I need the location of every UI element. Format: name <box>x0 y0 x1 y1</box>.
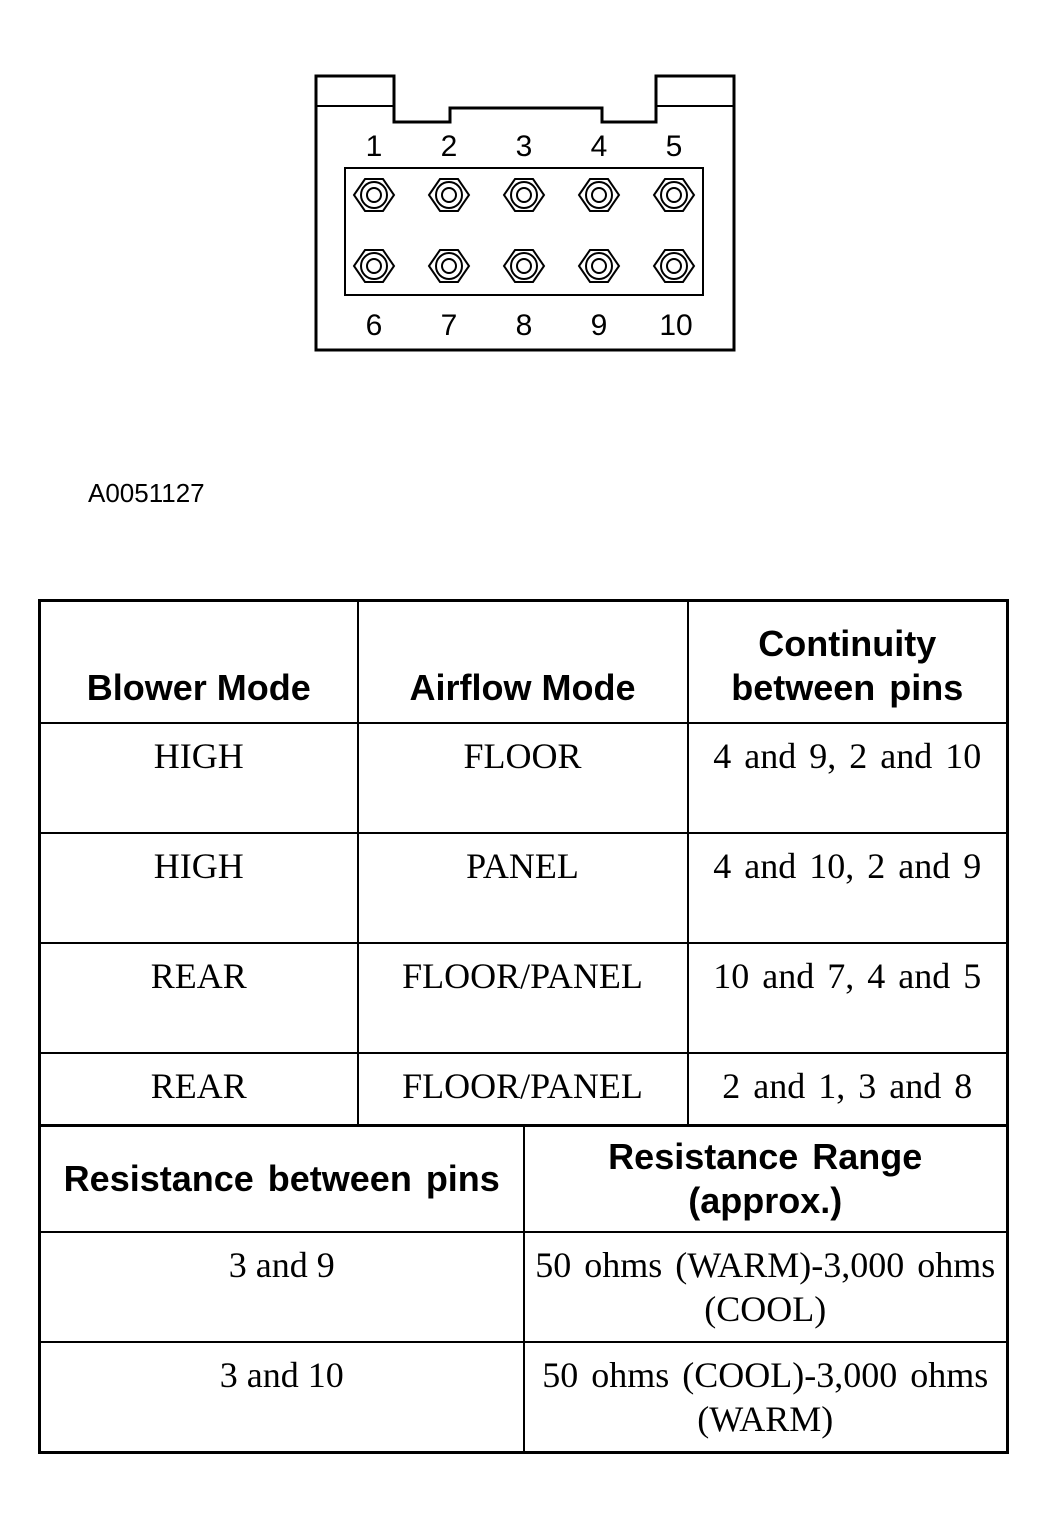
pin-label-7: 7 <box>440 309 458 342</box>
cell-airflow-mode: FLOOR/PANEL <box>358 1053 688 1126</box>
pin-label-9: 9 <box>590 309 608 342</box>
resistance-table <box>38 1124 1009 1454</box>
connector-diagram <box>0 0 1044 420</box>
cell-resistance-range-text: 50 ohms (WARM)-3,000 ohms (COOL) <box>535 1245 996 1329</box>
cell-resistance-pins: 3 and 10 <box>40 1342 524 1453</box>
pin-3-terminal <box>504 179 544 211</box>
table-row <box>40 723 1008 833</box>
cell-continuity-text: 2 and 1, 3 and 8 <box>722 1066 973 1106</box>
cell-continuity-text: 10 and 7, 4 and 5 <box>713 956 982 996</box>
cell-continuity-text: 4 and 10, 2 and 9 <box>713 846 982 886</box>
cell-continuity <box>688 1053 1008 1126</box>
header-resistance-range <box>524 1126 1008 1233</box>
pin-1-terminal <box>354 179 394 211</box>
cell-continuity-text: 4 and 9, 2 and 10 <box>713 736 982 776</box>
pin-label-3: 3 <box>515 130 533 163</box>
cell-continuity <box>688 723 1008 833</box>
cell-resistance-pins: 3 and 9 <box>40 1232 524 1342</box>
table-header-row <box>40 601 1008 724</box>
pin-label-2: 2 <box>440 130 458 163</box>
table-row <box>40 1053 1008 1126</box>
cell-resistance-range-text: 50 ohms (COOL)-3,000 ohms (WARM) <box>542 1355 989 1439</box>
pin-4-terminal <box>579 179 619 211</box>
pin-label-4: 4 <box>590 130 608 163</box>
pin-label-8: 8 <box>515 309 533 342</box>
cell-airflow-mode: FLOOR <box>358 723 688 833</box>
table-row <box>40 1342 1008 1453</box>
continuity-table <box>38 599 1009 1127</box>
cell-blower-mode: HIGH <box>40 833 358 943</box>
figure-id: A0051127 <box>88 478 205 508</box>
cell-continuity <box>688 943 1008 1053</box>
cell-continuity <box>688 833 1008 943</box>
table-header-row <box>40 1126 1008 1233</box>
cell-resistance-range <box>524 1232 1008 1342</box>
pin-2-terminal <box>429 179 469 211</box>
table-row <box>40 1232 1008 1342</box>
cell-airflow-mode: FLOOR/PANEL <box>358 943 688 1053</box>
pin-label-5: 5 <box>665 130 683 163</box>
pin-label-1: 1 <box>365 130 383 163</box>
table-row <box>40 943 1008 1053</box>
cell-blower-mode: REAR <box>40 943 358 1053</box>
header-resistance-pins-text: Resistance between pins <box>63 1158 500 1199</box>
pin-label-10: 10 <box>659 309 693 342</box>
table-row <box>40 833 1008 943</box>
cell-blower-mode: HIGH <box>40 723 358 833</box>
pin-8-terminal <box>504 250 544 282</box>
header-resistance-pins <box>40 1126 524 1233</box>
header-blower-mode: Blower Mode <box>40 601 358 724</box>
pin-6-terminal <box>354 250 394 282</box>
cell-resistance-range <box>524 1342 1008 1453</box>
pin-label-6: 6 <box>365 309 383 342</box>
cell-airflow-mode: PANEL <box>358 833 688 943</box>
pin-9-terminal <box>579 250 619 282</box>
pin-5-terminal <box>654 179 694 211</box>
pin-10-terminal <box>654 250 694 282</box>
cell-blower-mode: REAR <box>40 1053 358 1126</box>
header-continuity <box>688 601 1008 724</box>
header-continuity-text: Continuity between pins <box>731 623 964 708</box>
pin-7-terminal <box>429 250 469 282</box>
header-airflow-mode: Airflow Mode <box>358 601 688 724</box>
header-resistance-range-text: Resistance Range (approx.) <box>608 1136 923 1221</box>
